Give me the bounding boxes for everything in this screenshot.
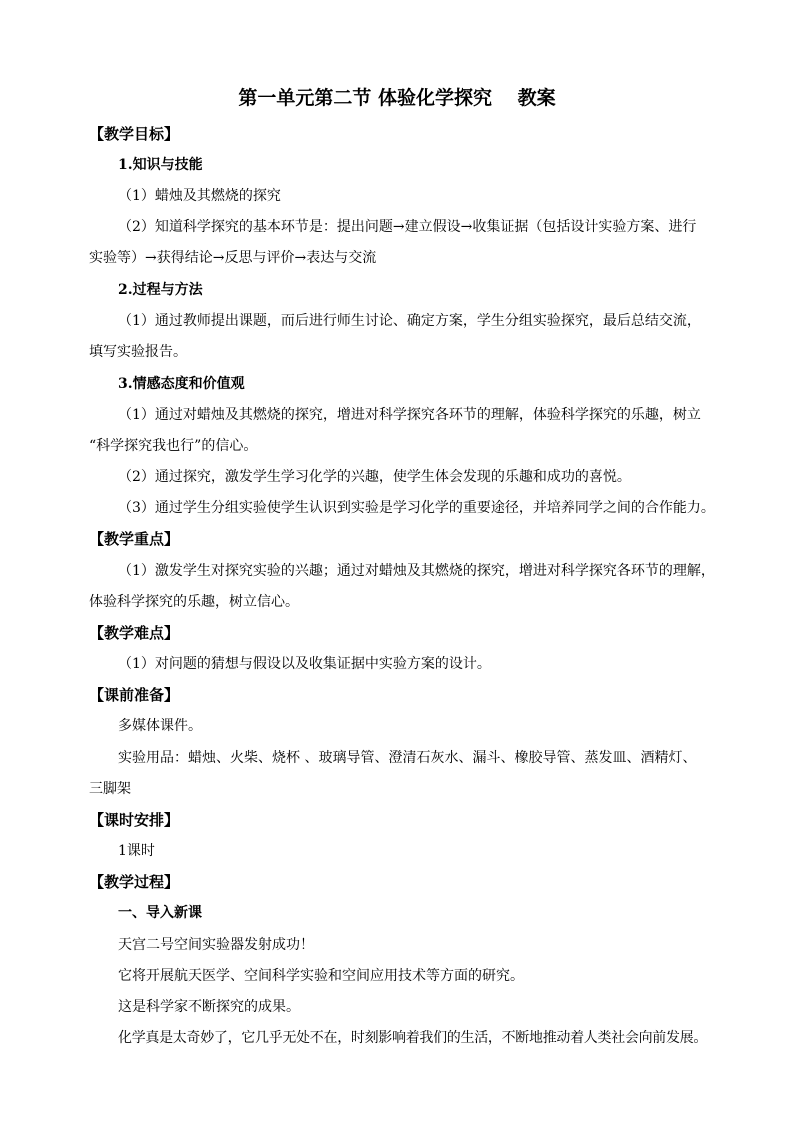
subheading-process-methods: 2.过程与方法 <box>118 282 203 298</box>
paragraph: 天宫二号空间实验器发射成功！ <box>118 937 314 953</box>
section-heading-key-points: 【教学重点】 <box>89 530 180 548</box>
paragraph: 化学真是太奇妙了，它几乎无处不在，时刻影响着我们的生活，不断地推动着人类社会向前发展。 <box>118 1030 708 1046</box>
paragraph-continued: “科学探究我也行”的信心。 <box>89 438 258 454</box>
paragraph-continued: 填写实验报告。 <box>89 344 187 360</box>
paragraph: 多媒体课件。 <box>118 718 202 734</box>
paragraph: 1课时 <box>118 843 155 859</box>
subheading-introduction: 一、导入新课 <box>118 905 202 921</box>
subheading-attitudes-values: 3.情感态度和价值观 <box>118 376 245 392</box>
section-heading-process: 【教学过程】 <box>89 873 180 891</box>
section-heading-objectives: 【教学目标】 <box>89 125 180 143</box>
paragraph-continued: 三脚架 <box>89 781 131 797</box>
paragraph: （1）通过对蜡烛及其燃烧的探究，增进对科学探究各环节的理解，体验科学探究的乐趣，树立 <box>118 407 701 423</box>
paragraph: （3）通过学生分组实验使学生认识到实验是学习化学的重要途径，并培养同学之间的合作能力。 <box>118 500 715 516</box>
paragraph-continued: 体验科学探究的乐趣，树立信心。 <box>89 594 299 610</box>
paragraph: （2）知道科学探究的基本环节是：提出问题→建立假设→收集证据（包括设计实验方案、进行 <box>118 219 697 235</box>
section-heading-difficulties: 【教学难点】 <box>89 624 180 642</box>
paragraph: 实验用品：蜡烛、火柴、烧杯 、玻璃导管、澄清石灰水、漏斗、橡胶导管、蒸发皿、酒精灯、 <box>118 750 697 766</box>
page-title: 第一单元第二节 体验化学探究 教案 <box>238 87 556 109</box>
paragraph: 这是科学家不断探究的成果。 <box>118 999 300 1015</box>
section-heading-schedule: 【课时安排】 <box>89 811 180 829</box>
subheading-knowledge-skills: 1.知识与技能 <box>118 157 203 173</box>
paragraph: （1）激发学生对探究实验的兴趣；通过对蜡烛及其燃烧的探究，增进对科学探究各环节的理解， <box>118 563 715 579</box>
paragraph: （1）通过教师提出课题，而后进行师生讨论、确定方案，学生分组实验探究，最后总结交流， <box>118 313 701 329</box>
paragraph: 它将开展航天医学、空间科学实验和空间应用技术等方面的研究。 <box>118 968 524 984</box>
section-heading-preparation: 【课前准备】 <box>89 686 180 704</box>
paragraph: （1）对问题的猜想与假设以及收集证据中实验方案的设计。 <box>118 656 491 672</box>
paragraph: （2）通过探究，激发学生学习化学的兴趣，使学生体会发现的乐趣和成功的喜悦。 <box>118 469 631 485</box>
paragraph: （1）蜡烛及其燃烧的探究 <box>118 188 281 204</box>
paragraph-continued: 实验等）→获得结论→反思与评价→表达与交流 <box>89 250 377 266</box>
